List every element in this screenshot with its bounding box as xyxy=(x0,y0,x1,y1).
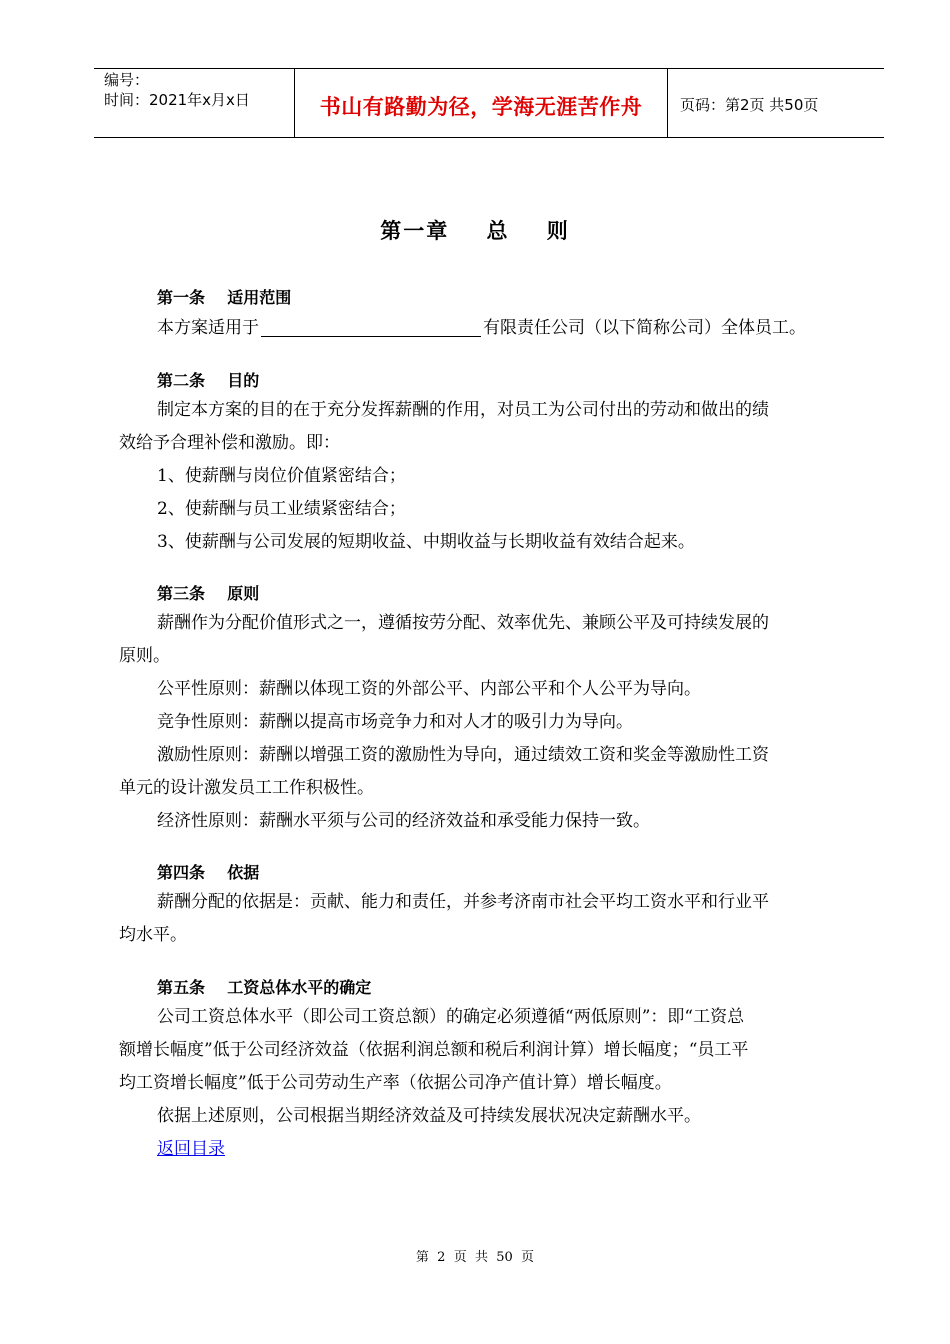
article-5-title: 第五条 工资总体水平的确定 xyxy=(157,978,372,997)
article-2-item-2: 2、使薪酬与员工业绩紧密结合； xyxy=(157,499,406,519)
article-3-title: 第三条 原则 xyxy=(157,584,260,603)
article-2-para-line: 制定本方案的目的在于充分发挥薪酬的作用，对员工为公司付出的劳动和做出的绩 xyxy=(157,400,769,420)
fairness-principle: 公平性原则：薪酬以体现工资的外部公平、内部公平和个人公平为导向。 xyxy=(157,679,701,699)
company-name-blank xyxy=(261,318,481,337)
time-label: 时间：2021年x月x日 xyxy=(104,91,250,109)
article-1-paragraph xyxy=(157,313,806,338)
page-info: 页码：第2页 共50页 xyxy=(680,96,819,114)
article-2-item-3: 3、使薪酬与公司发展的短期收益、中期收益与长期收益有效结合起来。 xyxy=(157,532,695,552)
economy-principle: 经济性原则：薪酬水平须与公司的经济效益和承受能力保持一致。 xyxy=(157,811,650,831)
article-4-para-line: 薪酬分配的依据是：贡献、能力和责任，并参考济南市社会平均工资水平和行业平 xyxy=(157,892,769,912)
back-to-contents-link[interactable]: 返回目录 xyxy=(157,1139,225,1159)
incentive-principle-line: 激励性原则：薪酬以增强工资的激励性为导向，通过绩效工资和奖金等激励性工资 xyxy=(157,745,769,765)
article-2-para-line: 效给予合理补偿和激励。即： xyxy=(119,433,340,453)
header-left-cell xyxy=(94,69,295,137)
header-motto-cell xyxy=(295,69,668,137)
article-2-title: 第二条 目的 xyxy=(157,371,260,390)
article-5-para-2: 依据上述原则，公司根据当期经济效益及可持续发展状况决定薪酬水平。 xyxy=(157,1106,701,1126)
article-5-para-line: 均工资增长幅度”低于公司劳动生产率（依据公司净产值计算）增长幅度。 xyxy=(119,1073,672,1093)
number-label: 编号： xyxy=(104,71,150,89)
chapter-title: 第一章 总 则 xyxy=(380,219,570,243)
article-1-text-before: 本方案适用于 xyxy=(157,318,259,338)
header-page-cell xyxy=(668,69,884,137)
article-5-para-line: 额增长幅度”低于公司经济效益（依据利润总额和税后利润计算）增长幅度；“员工平 xyxy=(119,1040,749,1060)
page-footer: 第 2 页 共 50 页 xyxy=(415,1250,535,1265)
article-4-title: 第四条 依据 xyxy=(157,863,260,882)
article-3-para-line: 薪酬作为分配价值形式之一，遵循按劳分配、效率优先、兼顾公平及可持续发展的 xyxy=(157,613,769,633)
article-1-text-after: 有限责任公司（以下简称公司）全体员工。 xyxy=(483,318,806,338)
article-3-para-line: 原则。 xyxy=(119,646,170,666)
article-4-para-line: 均水平。 xyxy=(119,925,187,945)
incentive-principle-line: 单元的设计激发员工工作积极性。 xyxy=(119,778,374,798)
article-1-title: 第一条 适用范围 xyxy=(157,288,292,307)
article-5-para-line: 公司工资总体水平（即公司工资总额）的确定必须遵循“两低原则”：即“工资总 xyxy=(157,1007,745,1027)
page-header xyxy=(94,68,884,138)
article-2-item-1: 1、使薪酬与岗位价值紧密结合； xyxy=(157,466,406,486)
motto: 书山有路勤为径，学海无涯苦作舟 xyxy=(319,94,643,119)
competitiveness-principle: 竞争性原则：薪酬以提高市场竞争力和对人才的吸引力为导向。 xyxy=(157,712,633,732)
